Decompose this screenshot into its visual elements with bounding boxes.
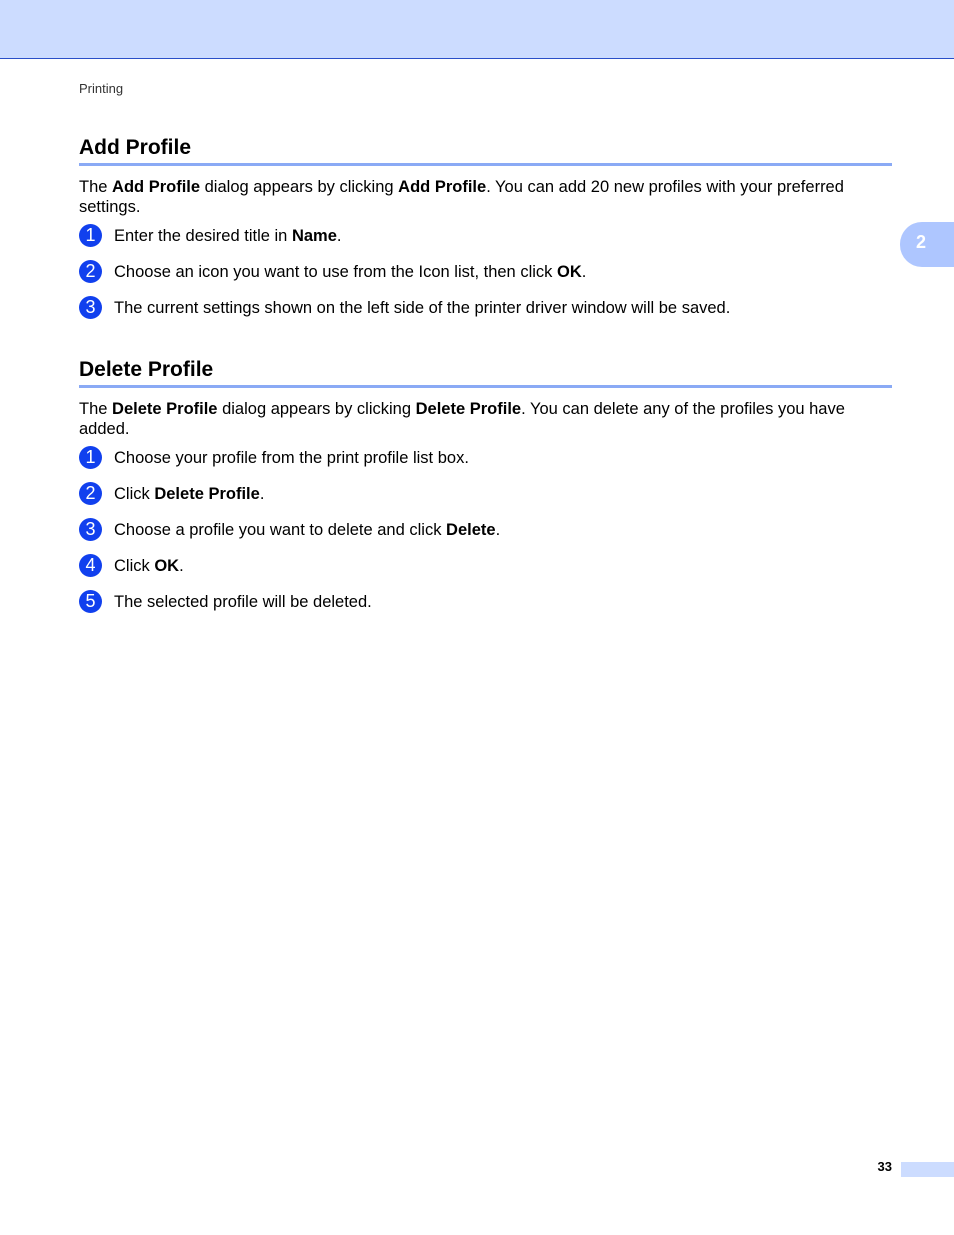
delete-profile-section [79,357,892,625]
intro-text: dialog appears by clicking [200,178,399,196]
step-bold-text: OK [154,557,180,575]
step-number-badge: 1 [79,446,102,469]
step-number-badge: 3 [79,518,102,541]
step-bold-text: Delete [446,521,496,539]
intro-text: The [79,400,113,418]
intro-bold: Delete Profile [112,400,218,418]
intro-bold: Delete Profile [415,400,522,418]
step-tail: . [495,521,501,539]
step-number-badge: 4 [79,554,102,577]
step-number-badge: 5 [79,590,102,613]
intro-bold: Add Profile [398,178,487,196]
step-text: The selected profile will be deleted. [114,593,372,611]
section-intro [79,399,892,439]
step-tail: . [259,485,265,503]
intro-bold: Add Profile [112,178,201,196]
step-tail: . [336,227,342,245]
step-tail: . [179,557,184,575]
intro-text: . You can delete any of the profiles you have added. [79,400,845,438]
section-title: Add Profile [79,135,892,166]
step-bold-text: Name [291,227,337,245]
page-number: 33 [877,1159,892,1174]
intro-text: dialog appears by clicking [217,400,416,418]
step-number-badge: 2 [79,482,102,505]
running-head: Printing [79,81,124,96]
step-item [79,553,892,589]
footer-bar [901,1162,954,1177]
step-tail: . [581,263,587,281]
intro-text: The [79,178,113,196]
step-item [79,481,892,517]
step-item [79,589,892,625]
chapter-number: 2 [916,232,927,252]
step-text: Click [114,485,155,503]
step-list [79,445,892,625]
step-item [79,223,892,259]
add-profile-section [79,135,892,331]
step-text: Choose your profile from the print profile list box. [114,449,469,467]
step-bold-text: OK [556,263,582,281]
section-intro [79,177,892,217]
step-item [79,445,892,481]
step-text: Enter the desired title in [114,227,292,245]
top-header-band [0,0,954,59]
chapter-tab [900,222,954,267]
step-text: Click [114,557,155,575]
step-number-badge: 3 [79,296,102,319]
step-text: Choose a profile you want to delete and click [114,521,447,539]
step-item [79,295,892,331]
step-item [79,517,892,553]
step-text: Choose an icon you want to use from the Icon list, then click [114,263,557,281]
section-title: Delete Profile [79,357,892,388]
step-bold-text: Delete Profile [154,485,260,503]
step-text: The current settings shown on the left side of the printer driver window will be saved. [114,299,731,317]
intro-text: . You can add 20 new profiles with your preferred settings. [79,178,844,216]
step-number-badge: 2 [79,260,102,283]
step-number-badge: 1 [79,224,102,247]
step-list [79,223,892,331]
step-item [79,259,892,295]
